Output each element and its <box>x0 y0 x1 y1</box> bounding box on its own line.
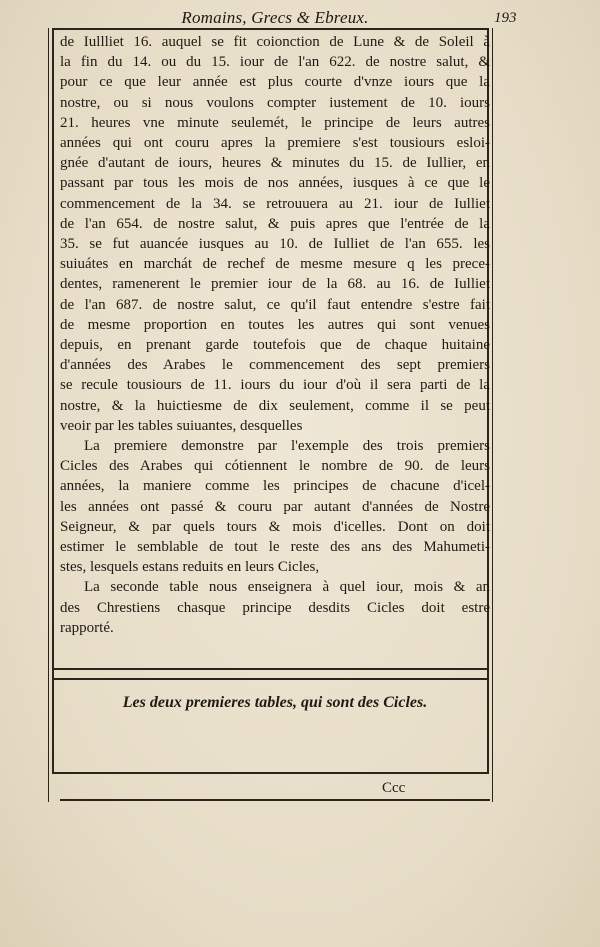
text-line: depuis, en prenant garde toutefois que de chaque huitaine <box>60 337 490 354</box>
text-line: de l'an 654. de nostre salut, & puis apres que l'entrée de la <box>60 215 490 232</box>
paragraph-3 <box>60 577 490 638</box>
text-line: La seconde table nous enseignera à quel iour, mois & an <box>84 579 490 596</box>
frame-outer-left-border <box>48 28 49 802</box>
top-rule <box>52 28 489 30</box>
text-line: nostre, & la huictiesme de dix seulement, comme il se peut <box>60 397 490 414</box>
text-line: de l'an 687. de nostre salut, ce qu'il faut entendre s'estre fait <box>60 296 490 313</box>
running-head: Romains, Grecs & Ebreux. <box>181 8 369 27</box>
rule-below-table-title <box>52 772 489 774</box>
text-line: de Iullliet 16. auquel se fit coionction de Lune & de Soleil à <box>60 34 490 50</box>
frame-outer-right-border <box>492 28 493 802</box>
text-line: nostre, ou si nous voulons compter iustement de 10. iours <box>60 94 490 111</box>
text-line: des Chrestiens chasque principe desdits Cicles doit estre <box>60 599 490 616</box>
text-line: se recule tousiours de 11. iours du iour d'où il sera parti de la <box>60 377 490 394</box>
text-line: années qui ont couru apres la premiere s'est tousiours esloi- <box>60 135 490 152</box>
text-line: de mesme proportion en toutes les autres qui sont venues <box>60 316 490 333</box>
text-line: pour ce que leur année est plus courte d'vnze iours que la <box>60 74 490 91</box>
rule-above-table-title <box>52 668 489 670</box>
text-line: estimer le semblable de tout le reste des ans des Mahumeti- <box>60 539 490 556</box>
text-line: dentes, ramenerent le premier iour de la 68. au 16. de Iulliet <box>60 276 490 293</box>
signature-mark: Ccc <box>382 780 406 796</box>
text-line: veoir par les tables suiuantes, desquelles <box>60 417 303 434</box>
table-title: Les deux premieres tables, qui sont des Cicles. <box>122 694 428 711</box>
text-line: Seigneur, & par quels tours & mois d'icelles. Dont on doit <box>60 518 490 535</box>
bottom-rule <box>60 799 490 801</box>
body-text <box>60 32 490 638</box>
paragraph-2 <box>60 436 490 577</box>
text-line: commencement de la 34. se retrouuera au 21. iour de Iulliet <box>60 195 490 212</box>
rule-above-table-title-inner <box>52 678 489 680</box>
text-line: rapporté. <box>60 619 114 636</box>
page-number: 193 <box>494 10 517 26</box>
text-line: suiuátes en marchát de rechef de mesme mesure q les prece- <box>60 256 490 273</box>
text-line: 35. se fut auancée iusques au 10. de Iulliet de l'an 655. les <box>60 236 490 253</box>
text-line: Cicles des Arabes qui cótiennent le nombre de 90. de leurs <box>60 458 490 475</box>
text-line: années, la maniere comme les principes de chacune d'icel- <box>60 478 490 495</box>
text-line: la fin du 14. ou du 15. iour de l'an 622. de nostre salut, & <box>60 54 490 71</box>
text-line: d'années des Arabes le commencement des sept premiers <box>60 357 490 374</box>
text-line: les années ont passé & couru par autant d'années de Nostre <box>60 498 490 515</box>
paragraph-1 <box>60 32 490 436</box>
text-line: La premiere demonstre par l'exemple des trois premiers <box>84 438 490 455</box>
text-line: gnée d'autant de iours, heures & minutes du 15. de Iullier, en <box>60 155 490 172</box>
text-line: 21. heures vne minute seulemét, le principe de leurs autres <box>60 114 490 131</box>
text-line: stes, lesquels estans reduits en leurs Cicles, <box>60 559 320 576</box>
text-line: passant par tous les mois de nos années, iusques à ce que le <box>60 175 490 192</box>
